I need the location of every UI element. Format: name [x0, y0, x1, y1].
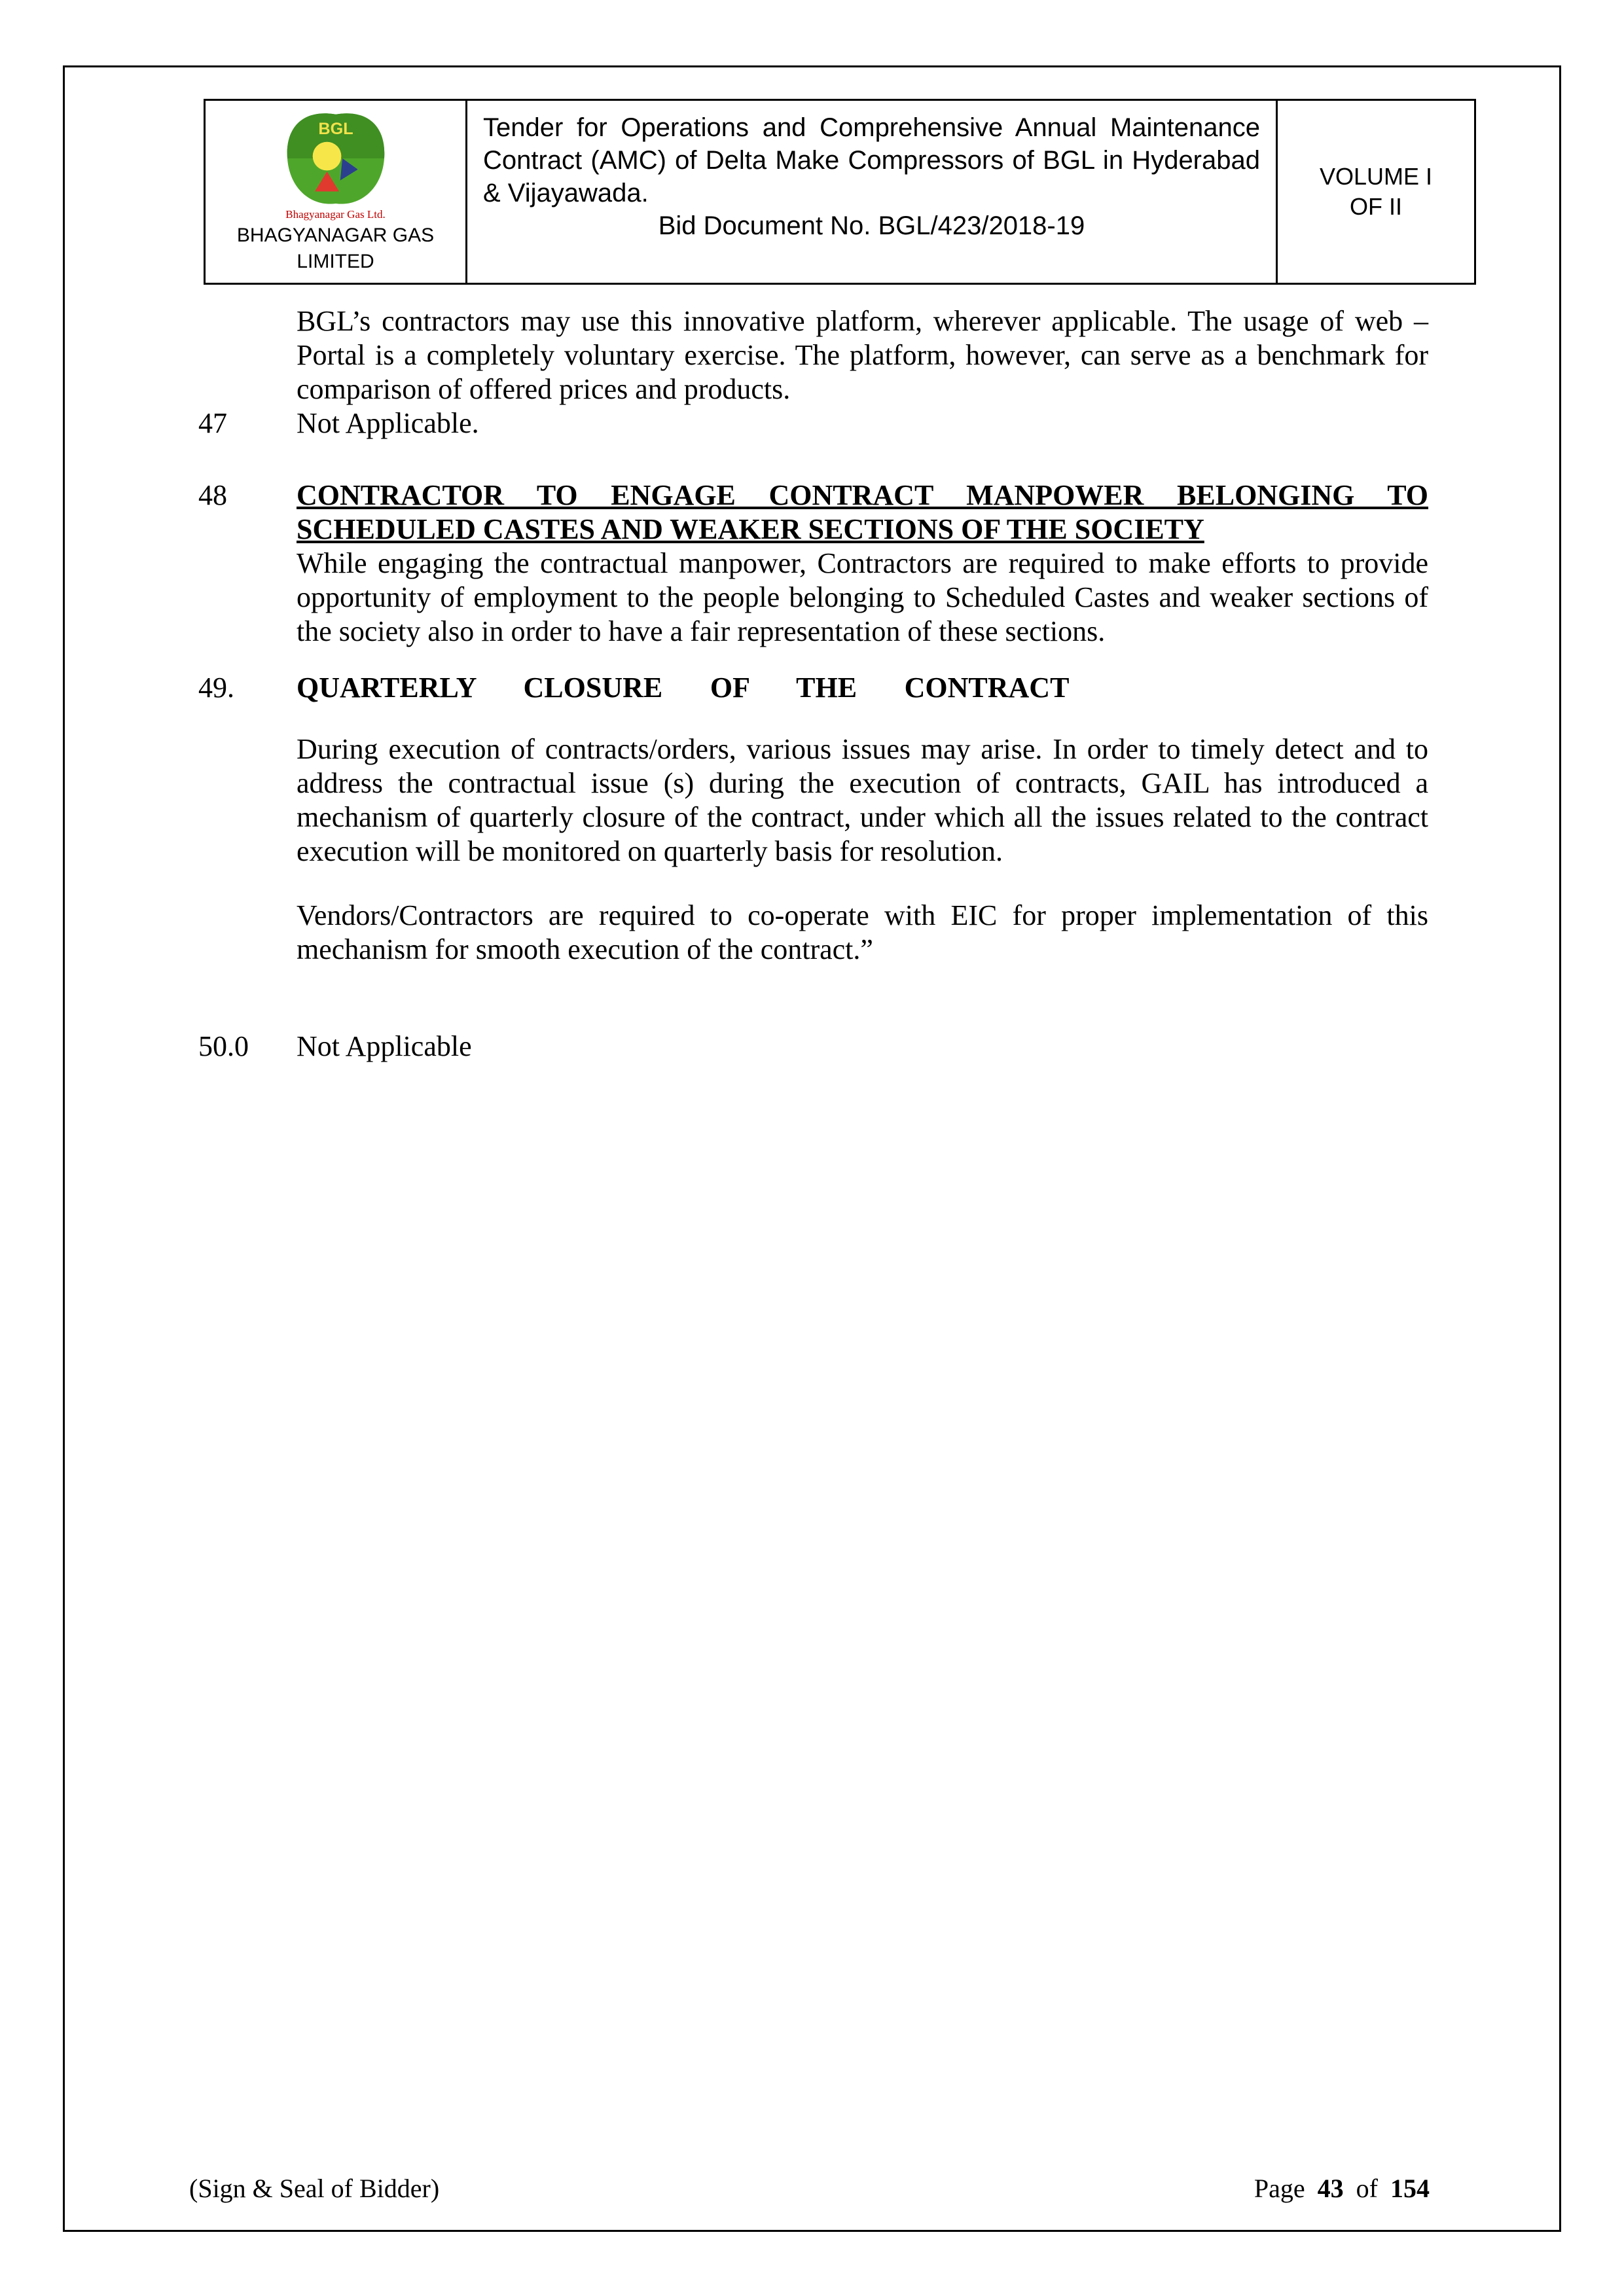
- item-number-blank: [198, 304, 297, 406]
- page-border: [63, 65, 1561, 2232]
- intro-paragraph: BGL’s contractors may use this innovative platform, wherever applicable. The usage of web – Portal is a completely voluntary exercise. The platform, however, can serve as a benchmark for comparison of offered prices and products.: [297, 305, 1428, 405]
- logo-caption: Bhagyanagar Gas Ltd.: [285, 208, 386, 221]
- item-48-paragraph-row: [198, 547, 1428, 649]
- logo-cell: [206, 101, 467, 283]
- item-49-paragraph1-row: [198, 732, 1428, 869]
- intro-paragraph-row: [198, 304, 1428, 406]
- page-number-group: [1254, 2173, 1430, 2204]
- page-of: of: [1356, 2174, 1378, 2203]
- item-48-heading-row: [198, 478, 1428, 547]
- item-47-number: 47: [198, 407, 227, 439]
- volume-cell: [1278, 101, 1474, 283]
- item-50-number: 50.0: [198, 1030, 249, 1062]
- page-footer: [189, 2173, 1430, 2204]
- org-name-line1: BHAGYANAGAR GAS: [236, 224, 435, 246]
- item-number-blank: [198, 547, 297, 649]
- volume-line1: VOLUME I: [1319, 163, 1433, 190]
- item-50-text: Not Applicable: [297, 1030, 472, 1062]
- item-number-blank: [198, 899, 297, 967]
- item-number-blank: [198, 732, 297, 869]
- item-50-row: [198, 1030, 1428, 1064]
- tender-title: Tender for Operations and Comprehensive Annual Maintenance Contract (AMC) of Delta Make Compressors of BGL in Hyderabad & Vijayawada.: [483, 113, 1260, 207]
- item-48-heading: CONTRACTOR TO ENGAGE CONTRACT MANPOWER BELONGING TO SCHEDULED CASTES AND WEAKER SECTIONS OF THE SOCIETY: [297, 479, 1428, 545]
- document-body: [65, 285, 1559, 1064]
- item-49-number: 49.: [198, 672, 234, 704]
- svg-text:BGL: BGL: [317, 120, 353, 138]
- org-name-line2: LIMITED: [297, 251, 374, 272]
- title-cell: [467, 101, 1278, 283]
- item-47-row: [198, 406, 1428, 440]
- item-49-paragraph2: Vendors/Contractors are required to co-operate with EIC for proper implementation of this mechanism for smooth execution of the contract.”: [297, 899, 1428, 965]
- item-48-text: While engaging the contractual manpower, Contractors are required to make efforts to provide opportunity of employment to the people belonging to Scheduled Castes and weaker sections of the society also in order to have a fair representation of these sections.: [297, 547, 1428, 647]
- item-49-heading: QUARTERLY CLOSURE OF THE CONTRACT: [297, 672, 1070, 704]
- sign-seal-label: (Sign & Seal of Bidder): [189, 2174, 440, 2203]
- item-48-number: 48: [198, 479, 227, 511]
- item-49-paragraph1: During execution of contracts/orders, various issues may arise. In order to timely detect and to address the contractual issue (s) during the execution of contracts, GAIL has introduced a mechanism of quarterly closure of the contract, under which all the issues related to the contract execution will be monitored on quarterly basis for resolution.: [297, 733, 1428, 867]
- item-47-text: Not Applicable.: [297, 407, 479, 439]
- volume-line2: OF II: [1350, 193, 1402, 220]
- bid-document-number: Bid Document No. BGL/423/2018-19: [658, 211, 1085, 240]
- page-prefix: Page: [1254, 2174, 1305, 2203]
- page-total: 154: [1390, 2174, 1430, 2203]
- page-current: 43: [1317, 2174, 1344, 2203]
- document-header: [204, 99, 1476, 285]
- bgl-logo-icon: [280, 110, 391, 207]
- item-49-paragraph2-row: [198, 899, 1428, 967]
- item-49-heading-row: [198, 671, 1428, 705]
